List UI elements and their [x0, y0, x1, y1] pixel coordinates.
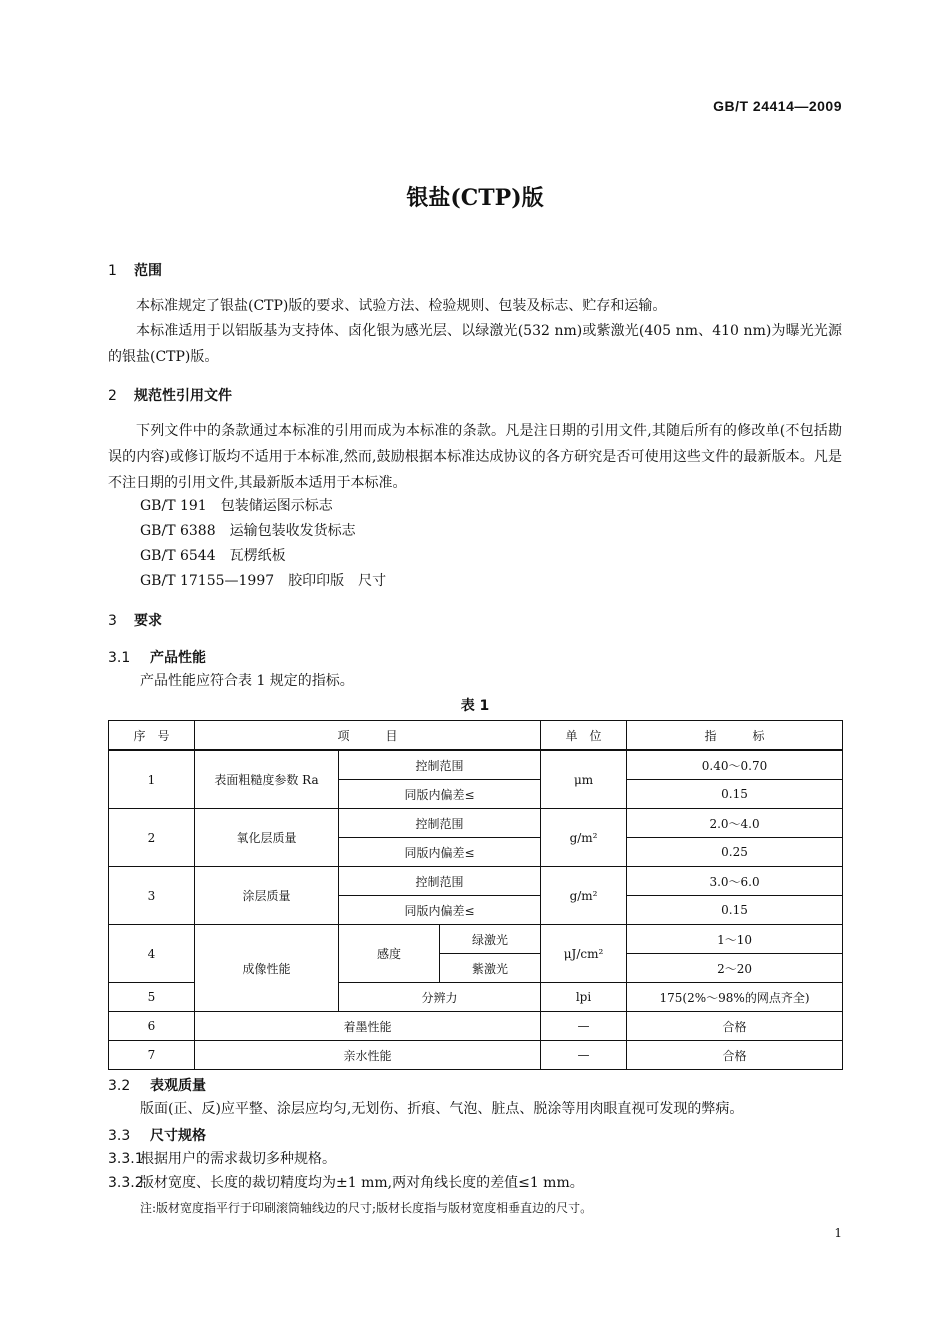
section-2-paragraph: 下列文件中的条款通过本标准的引用而成为本标准的条款。凡是注日期的引用文件,其随后所有的修改单(不包括勘误的内容)或修订版均不适用于本标准,然而,鼓励根据本标准达成协议的各方研究是否可使用这些文件的最新版本。凡是不注日期的引用文件,其最新版本适用于本标准。	[108, 423, 842, 491]
header-cell: 指 标	[627, 721, 843, 751]
unit-cell: g/m²	[541, 809, 627, 867]
value-cell: 3.0～6.0	[627, 867, 843, 896]
value-cell: 1～10	[627, 925, 843, 954]
section-title: 范围	[134, 263, 162, 279]
sub-item-cell: 感度	[339, 925, 440, 983]
reference-name: 包装储运图示标志	[220, 498, 333, 514]
clause-3-3-1	[108, 1146, 336, 1172]
section-title: 要求	[134, 613, 162, 629]
unit-cell: lpi	[541, 983, 627, 1012]
sub-item-cell: 分辨力	[339, 983, 541, 1012]
table-row	[109, 750, 843, 780]
value-cell: 0.40～0.70	[627, 750, 843, 780]
row-number: 3	[109, 867, 195, 925]
sub-item-cell: 紫激光	[440, 954, 541, 983]
clause-number: 3.3.1	[108, 1151, 144, 1167]
document-title: 银盐(CTP)版	[406, 185, 544, 211]
value-cell: 合格	[627, 1012, 843, 1041]
section-number: 3.3	[108, 1128, 131, 1144]
sub-item-cell: 控制范围	[339, 750, 541, 780]
section-title: 尺寸规格	[150, 1128, 206, 1144]
table-header-row	[109, 721, 843, 751]
row-number: 6	[109, 1012, 195, 1041]
unit-cell: μm	[541, 750, 627, 809]
section-number: 3.2	[108, 1078, 131, 1094]
value-cell: 175(2%～98%的网点齐全)	[627, 983, 843, 1012]
section-1-paragraph-2: 本标准适用于以铝版基为支持体、卤化银为感光层、以绿激光(532 nm)或紫激光(405 nm、410 nm)为曝光光源的银盐(CTP)版。	[108, 323, 842, 365]
clause-text: 版材宽度、长度的裁切精度均为±1 mm,两对角线长度的差值≤1 mm。	[140, 1175, 584, 1191]
reference-name: 胶印印版 尺寸	[288, 573, 387, 589]
reference-item	[140, 493, 333, 519]
section-3-3-heading	[108, 1125, 206, 1145]
unit-cell: —	[541, 1012, 627, 1041]
reference-item	[140, 568, 386, 594]
note-text: 注:版材宽度指平行于印刷滚筒轴线边的尺寸;版材长度指与版材宽度相垂直边的尺寸。	[140, 1201, 593, 1215]
section-1-paragraph-1: 本标准规定了银盐(CTP)版的要求、试验方法、检验规则、包装及标志、贮存和运输。	[136, 298, 667, 314]
sub-item-cell: 控制范围	[339, 867, 541, 896]
item-cell: 表面粗糙度参数 Ra	[195, 750, 339, 809]
item-cell: 涂层质量	[195, 867, 339, 925]
section-3-2-paragraph: 版面(正、反)应平整、涂层应均匀,无划伤、折痕、气泡、脏点、脱涂等用肉眼直视可发现的弊病。	[140, 1101, 744, 1117]
table-row	[109, 1041, 843, 1070]
table-row	[109, 867, 843, 896]
reference-code: GB/T 6544	[140, 548, 216, 564]
section-2-heading	[108, 385, 232, 405]
page-number: 1	[834, 1226, 842, 1240]
section-number: 3	[108, 613, 117, 629]
section-3-heading	[108, 610, 162, 630]
section-3-2-heading	[108, 1075, 206, 1095]
item-cell: 氧化层质量	[195, 809, 339, 867]
value-cell: 2.0～4.0	[627, 809, 843, 838]
clause-number: 3.3.2	[108, 1175, 144, 1191]
section-3-1-paragraph: 产品性能应符合表 1 规定的指标。	[140, 673, 354, 689]
section-number: 3.1	[108, 650, 131, 666]
sub-item-cell: 同版内偏差≤	[339, 896, 541, 925]
row-number: 7	[109, 1041, 195, 1070]
standard-number: GB/T 24414—2009	[713, 98, 842, 114]
unit-cell: g/m²	[541, 867, 627, 925]
unit-cell: —	[541, 1041, 627, 1070]
reference-item	[140, 543, 286, 569]
section-number: 1	[108, 263, 117, 279]
section-title: 表观质量	[150, 1078, 206, 1094]
section-1-heading	[108, 260, 162, 280]
item-cell: 着墨性能	[195, 1012, 541, 1041]
clause-3-3-2	[108, 1170, 584, 1196]
performance-table	[108, 720, 843, 1070]
table-row	[109, 1012, 843, 1041]
item-cell: 成像性能	[195, 925, 339, 1012]
table-row	[109, 925, 843, 954]
table-row	[109, 809, 843, 838]
row-number: 4	[109, 925, 195, 983]
row-number: 5	[109, 983, 195, 1012]
section-title: 规范性引用文件	[134, 388, 232, 404]
reference-name: 瓦楞纸板	[229, 548, 286, 564]
unit-cell: μJ/cm²	[541, 925, 627, 983]
section-title: 产品性能	[150, 650, 206, 666]
row-number: 2	[109, 809, 195, 867]
row-number: 1	[109, 750, 195, 809]
header-cell: 单 位	[541, 721, 627, 751]
sub-item-cell: 同版内偏差≤	[339, 780, 541, 809]
section-number: 2	[108, 388, 117, 404]
sub-item-cell: 同版内偏差≤	[339, 838, 541, 867]
clause-text: 根据用户的需求裁切多种规格。	[140, 1151, 336, 1167]
header-cell: 序 号	[109, 721, 195, 751]
section-3-1-heading	[108, 647, 206, 667]
value-cell: 0.15	[627, 780, 843, 809]
reference-name: 运输包装收发货标志	[229, 523, 356, 539]
reference-code: GB/T 17155—1997	[140, 573, 275, 589]
value-cell: 0.25	[627, 838, 843, 867]
sub-item-cell: 绿激光	[440, 925, 541, 954]
value-cell: 2～20	[627, 954, 843, 983]
value-cell: 合格	[627, 1041, 843, 1070]
reference-code: GB/T 191	[140, 498, 207, 514]
table-caption: 表 1	[460, 698, 490, 714]
item-cell: 亲水性能	[195, 1041, 541, 1070]
value-cell: 0.15	[627, 896, 843, 925]
sub-item-cell: 控制范围	[339, 809, 541, 838]
reference-code: GB/T 6388	[140, 523, 216, 539]
reference-item	[140, 518, 356, 544]
header-cell: 项 目	[195, 721, 541, 751]
